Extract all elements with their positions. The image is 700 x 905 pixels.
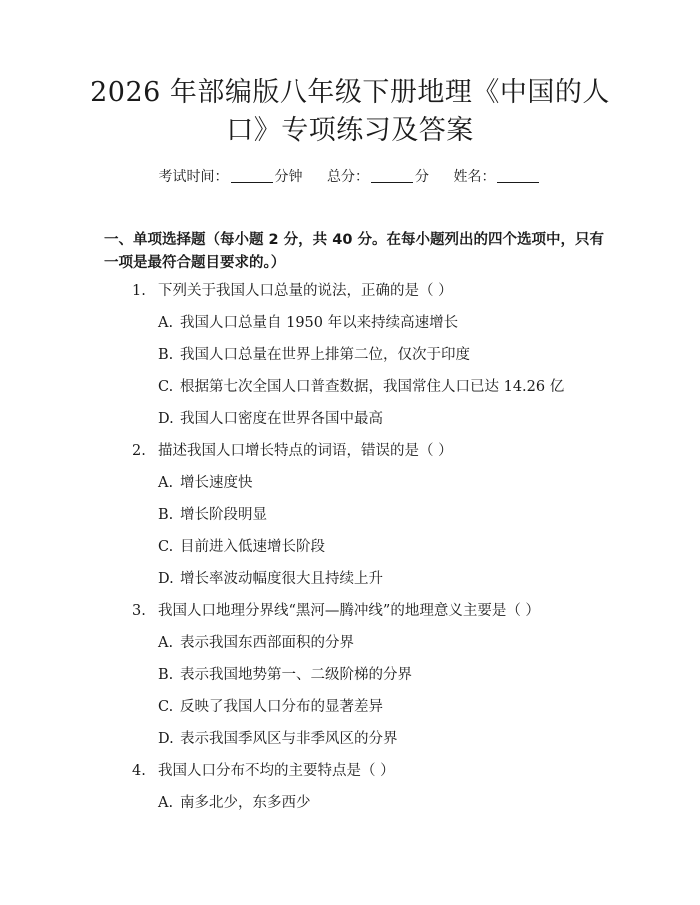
option-letter: C. [158,379,174,395]
option-letter: B. [158,667,174,683]
option-letter: A. [158,475,174,491]
option-letter: B. [158,507,174,523]
option-letter: C. [158,699,174,715]
student-name-blank [497,168,539,183]
page-title [80,74,620,150]
question-1-option-c [158,377,564,397]
question-3-option-c [158,697,383,717]
option-text: 我国人口总量自 1950 年以来持续高速增长 [180,315,459,331]
question-text: 我国人口分布不均的主要特点是（ ） [158,763,395,779]
question-3-option-a [158,633,354,653]
exam-time-blank [231,168,273,183]
question-1-option-d [158,409,383,429]
exam-info [0,167,700,187]
title-line-2: 口》专项练习及答案 [226,115,474,146]
exam-time [159,167,303,187]
exam-time-label: 考试时间： [158,169,229,185]
option-text: 目前进入低速增长阶段 [180,539,325,555]
student-name-label: 姓名： [453,169,496,185]
total-score-unit: 分 [415,169,429,185]
option-text: 增长速度快 [180,475,253,491]
question-2-option-d [158,569,383,589]
question-4-option-a [158,793,311,813]
total-score-blank [371,168,413,183]
option-letter: B. [158,347,174,363]
option-text: 表示我国地势第一、二级阶梯的分界 [180,667,412,683]
option-text: 增长率波动幅度很大且持续上升 [180,571,383,587]
option-letter: C. [158,539,174,555]
exam-time-unit: 分钟 [274,169,303,185]
question-text: 我国人口地理分界线“黑河—腾冲线”的地理意义主要是（ ） [158,603,540,619]
question-number: 4. [132,763,146,779]
question-1-option-b [158,345,470,365]
question-2-option-b [158,505,267,525]
question-text: 描述我国人口增长特点的词语，错误的是（ ） [158,443,453,459]
question-number: 1. [132,283,146,299]
option-text: 表示我国东西部面积的分界 [180,635,354,651]
question-number: 2. [132,443,146,459]
option-letter: A. [158,315,174,331]
question-text: 下列关于我国人口总量的说法，正确的是（ ） [158,283,453,299]
section-heading: 一、单项选择题（每小题 2 分，共 40 分。在每小题列出的四个选项中，只有一项是最符合题目要求的。） [104,232,604,271]
question-2-option-c [158,537,325,557]
question-3-option-b [158,665,412,685]
option-letter: D. [158,571,174,587]
student-name [453,167,541,187]
question-1-option-a [158,313,458,333]
option-text: 我国人口密度在世界各国中最高 [180,411,383,427]
option-text: 根据第七次全国人口普查数据，我国常住人口已达 14.26 亿 [180,379,565,395]
option-text: 反映了我国人口分布的显著差异 [180,699,383,715]
question-2-option-a [158,473,253,493]
question-number: 3. [132,603,146,619]
option-letter: A. [158,635,174,651]
option-letter: D. [158,411,174,427]
option-text: 表示我国季风区与非季风区的分界 [180,731,398,747]
option-letter: D. [158,731,174,747]
option-text: 增长阶段明显 [180,507,267,523]
option-text: 南多北少，东多西少 [180,795,311,811]
question-3-option-d [158,729,398,749]
title-line-1: 2026 年部编版八年级下册地理《中国的人 [90,77,610,108]
total-score [327,167,429,187]
total-score-label: 总分： [327,169,369,185]
option-text: 我国人口总量在世界上排第二位，仅次于印度 [180,347,470,363]
option-letter: A. [158,795,174,811]
